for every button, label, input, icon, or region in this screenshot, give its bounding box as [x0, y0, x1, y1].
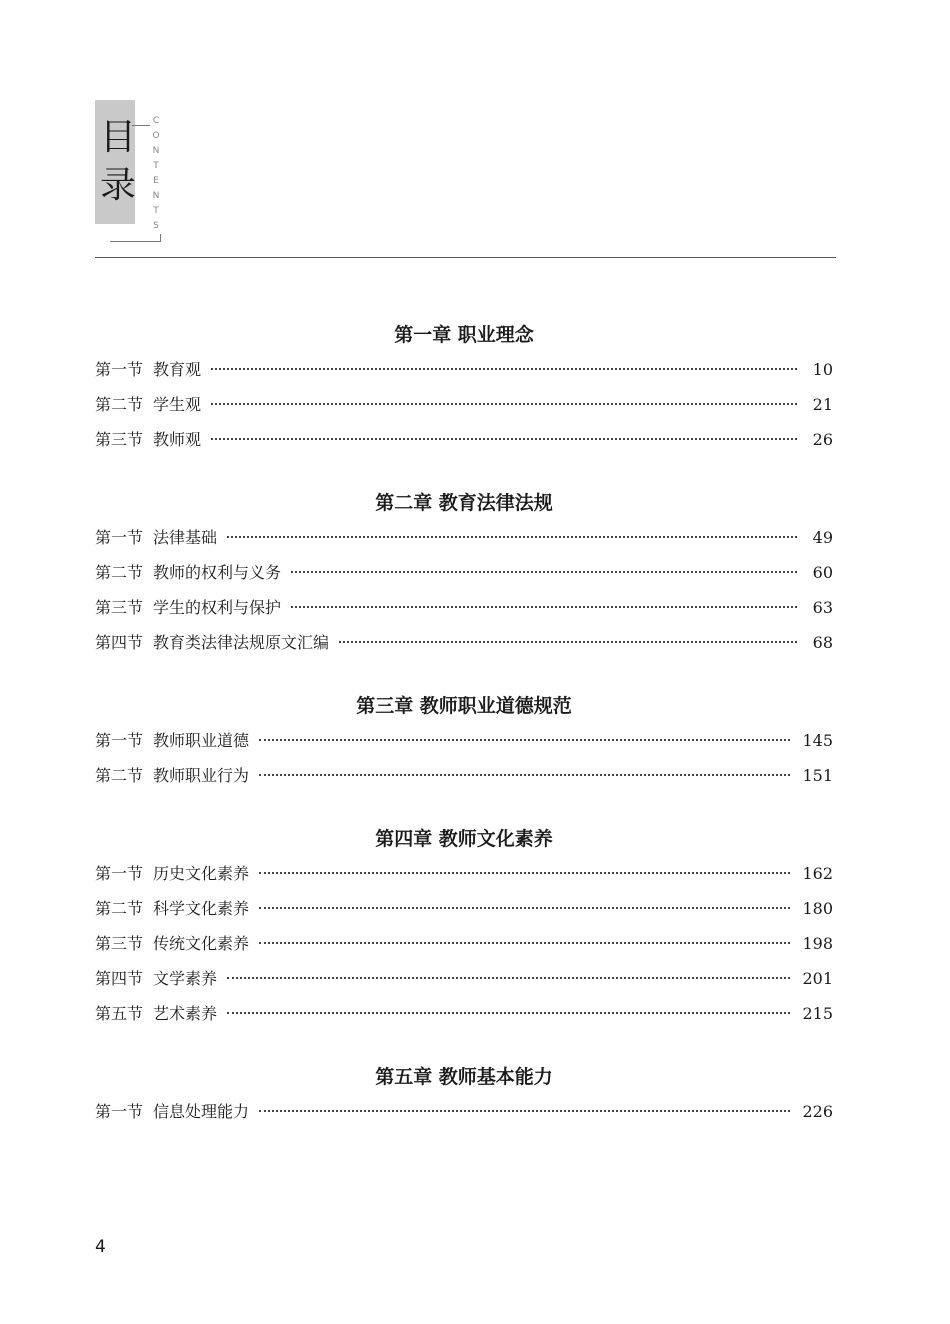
dot-leader — [211, 438, 797, 440]
toc-entry[interactable] — [95, 1094, 833, 1129]
section-number: 第三节 — [95, 430, 144, 449]
page-number: 4 — [95, 1237, 106, 1257]
dot-leader — [259, 872, 790, 874]
toc-entry[interactable] — [95, 555, 833, 590]
section-number: 第二节 — [95, 563, 144, 582]
chapter-2 — [95, 486, 833, 660]
section-name: 学生观 — [153, 395, 202, 414]
page-ref: 145 — [802, 731, 833, 750]
dot-leader — [227, 536, 797, 538]
section-name: 科学文化素养 — [153, 899, 250, 918]
section-number: 第一节 — [95, 864, 144, 883]
section-name: 教育观 — [153, 360, 202, 379]
page-ref: 198 — [802, 934, 833, 953]
dot-leader — [259, 1110, 790, 1112]
section-number: 第五节 — [95, 1004, 144, 1023]
section-name: 教师的权利与义务 — [153, 563, 282, 582]
toc-entry[interactable] — [95, 996, 833, 1031]
chapter-4 — [95, 822, 833, 1031]
section-number: 第三节 — [95, 598, 144, 617]
toc-entry[interactable] — [95, 422, 833, 457]
page-ref: 21 — [812, 395, 833, 414]
toc-entry[interactable] — [95, 387, 833, 422]
contents-letter: N — [150, 189, 162, 204]
contents-letter: O — [150, 129, 162, 144]
chapter-title[interactable]: 第二章 教育法律法规 — [375, 492, 553, 514]
contents-letter: T — [150, 204, 162, 219]
dot-leader — [227, 977, 790, 979]
section-name: 教师观 — [153, 430, 202, 449]
chapter-3 — [95, 689, 833, 793]
page-ref: 226 — [802, 1102, 833, 1121]
section-name: 法律基础 — [153, 528, 218, 547]
page-ref: 63 — [812, 598, 833, 617]
section-name: 教师职业行为 — [153, 766, 250, 785]
section-name: 教师职业道德 — [153, 731, 250, 750]
dot-leader — [291, 606, 797, 608]
page-ref: 26 — [812, 430, 833, 449]
toc-entry[interactable] — [95, 352, 833, 387]
chapter-title[interactable]: 第三章 教师职业道德规范 — [356, 695, 572, 717]
section-number: 第一节 — [95, 360, 144, 379]
dot-leader — [259, 942, 790, 944]
chapter-title[interactable]: 第五章 教师基本能力 — [375, 1066, 553, 1088]
contents-letter: E — [150, 174, 162, 189]
dot-leader — [211, 368, 797, 370]
section-number: 第二节 — [95, 899, 144, 918]
page-ref: 180 — [802, 899, 833, 918]
toc-entry[interactable] — [95, 758, 833, 793]
toc-entry[interactable] — [95, 625, 833, 660]
toc-entry[interactable] — [95, 926, 833, 961]
page-ref: 49 — [812, 528, 833, 547]
section-number: 第四节 — [95, 969, 144, 988]
section-name: 历史文化素养 — [153, 864, 250, 883]
page-ref: 10 — [812, 360, 833, 379]
contents-letter: N — [150, 144, 162, 159]
section-number: 第三节 — [95, 934, 144, 953]
page-title-char-2: 录 — [99, 165, 136, 206]
contents-letter: S — [150, 219, 162, 234]
toc-entry[interactable] — [95, 856, 833, 891]
contents-vertical-label — [150, 114, 162, 234]
dot-leader — [339, 641, 797, 643]
dot-leader — [259, 774, 790, 776]
chapter-1 — [95, 318, 833, 457]
toc-entry[interactable] — [95, 520, 833, 555]
section-number: 第一节 — [95, 528, 144, 547]
page-ref: 151 — [802, 766, 833, 785]
page-ref: 68 — [812, 633, 833, 652]
header-frame-bottom-line — [110, 241, 161, 242]
section-number: 第二节 — [95, 395, 144, 414]
page-ref: 215 — [802, 1004, 833, 1023]
dot-leader — [227, 1012, 790, 1014]
section-name: 信息处理能力 — [153, 1102, 250, 1121]
page-ref: 201 — [802, 969, 833, 988]
header-divider — [95, 257, 836, 258]
table-of-contents — [95, 318, 833, 1158]
section-name: 传统文化素养 — [153, 934, 250, 953]
section-name: 学生的权利与保护 — [153, 598, 282, 617]
contents-letter: T — [150, 159, 162, 174]
page-ref: 60 — [812, 563, 833, 582]
toc-entry[interactable] — [95, 723, 833, 758]
section-number: 第一节 — [95, 1102, 144, 1121]
dot-leader — [259, 739, 790, 741]
section-number: 第二节 — [95, 766, 144, 785]
contents-letter: C — [150, 114, 162, 129]
chapter-title[interactable]: 第四章 教师文化素养 — [375, 828, 553, 850]
section-number: 第一节 — [95, 731, 144, 750]
page-title-char-1: 目 — [99, 117, 136, 158]
chapter-title[interactable]: 第一章 职业理念 — [394, 324, 534, 346]
toc-entry[interactable] — [95, 891, 833, 926]
dot-leader — [259, 907, 790, 909]
toc-entry[interactable] — [95, 961, 833, 996]
dot-leader — [211, 403, 797, 405]
section-name: 文学素养 — [153, 969, 218, 988]
section-name: 艺术素养 — [153, 1004, 218, 1023]
page-ref: 162 — [802, 864, 833, 883]
dot-leader — [291, 571, 797, 573]
section-number: 第四节 — [95, 633, 144, 652]
section-name: 教育类法律法规原文汇编 — [153, 633, 330, 652]
toc-entry[interactable] — [95, 590, 833, 625]
chapter-5 — [95, 1060, 833, 1129]
